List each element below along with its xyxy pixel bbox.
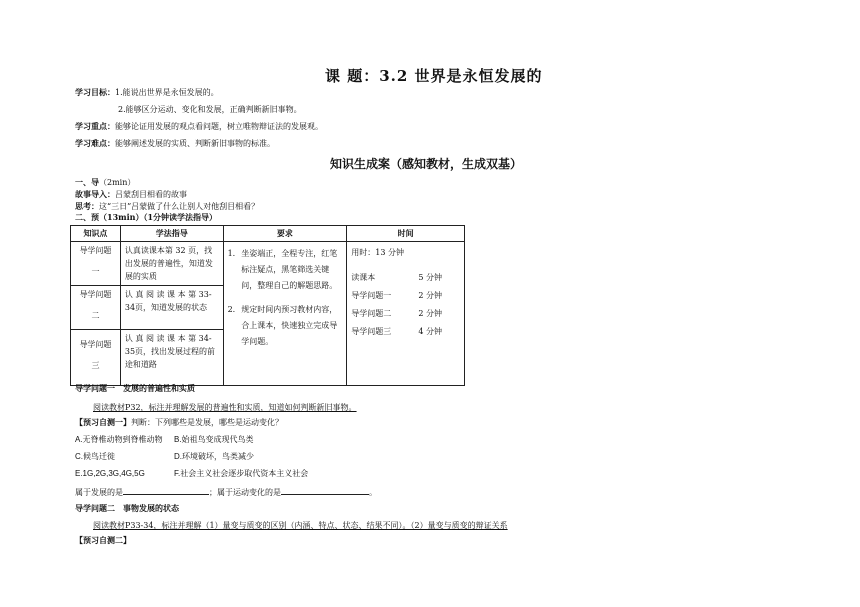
time-item-name: 导学问题三 xyxy=(351,327,392,336)
objective-2: 2.能够区分运动、变化和发展，正确判断新旧事物。 xyxy=(118,105,302,114)
topic-number: 一 xyxy=(91,267,100,276)
think-label: 思考： xyxy=(75,201,99,211)
requirement-item xyxy=(228,302,343,350)
q2-instruction: 阅读教材P33-34，标注并理解（1）量变与质变的区别（内涵、特点、状态、结果不同）。（2）量变与质变的辩证关系 xyxy=(93,521,508,530)
difficulty xyxy=(75,138,275,149)
preview-heading: 二、预（13min）（1分钟读学法指导） xyxy=(75,212,218,222)
q2-self-test-label: 【预习自测二】 xyxy=(75,535,131,545)
key-point-text: 能够论证用发展的观点看问题，树立唯物辩证法的发展观。 xyxy=(115,122,323,131)
fill-text-1: 属于发展的是 xyxy=(75,488,123,497)
story-line xyxy=(75,189,187,200)
header-method: 学法指导 xyxy=(120,226,223,242)
difficulty-text: 能够阐述发展的实质、判断新旧事物的标准。 xyxy=(115,139,275,148)
page-title: 课 题：3.2 世界是永恒发展的 xyxy=(325,67,543,85)
fill-text-end: 。 xyxy=(369,488,377,497)
requirements-cell xyxy=(223,242,347,386)
q1-fill-line xyxy=(75,486,377,498)
section-heading: 知识生成案（感知教材，生成双基） xyxy=(330,157,523,171)
option-a: A.无脊椎动物到脊椎动物 xyxy=(75,435,163,444)
topic-line: 导学问题 xyxy=(79,340,112,349)
header-topic: 知识点 xyxy=(71,226,121,242)
topic-cell xyxy=(71,286,121,330)
option-d: D.环境破坏，鸟类减少 xyxy=(174,452,254,461)
answer-blank-motion[interactable] xyxy=(281,486,369,495)
time-item-name: 导学问题一 xyxy=(351,291,392,300)
objectives-label: 学习目标： xyxy=(75,87,115,97)
time-item xyxy=(351,269,460,287)
q2-heading: 导学问题二 事物发展的状态 xyxy=(75,503,179,513)
think-line xyxy=(75,201,259,212)
topic-line: 导学问题 xyxy=(79,290,112,299)
header-time: 时间 xyxy=(347,226,465,242)
time-cell xyxy=(347,242,465,386)
time-item xyxy=(351,305,460,323)
q1-self-test-label: 【预习自测一】 xyxy=(75,417,131,427)
time-total: 用时：13 分钟 xyxy=(351,248,404,257)
topic-number: 三 xyxy=(91,361,100,370)
study-plan-table xyxy=(70,225,465,386)
time-item xyxy=(351,287,460,305)
time-item-minutes: 4 分钟 xyxy=(418,327,442,336)
topic-line: 导学问题 xyxy=(79,246,112,255)
time-item-minutes: 5 分钟 xyxy=(418,273,442,282)
think-text: 这“三日”吕蒙做了什么让别人对他刮目相看？ xyxy=(99,202,260,211)
topic-cell xyxy=(71,242,121,286)
key-point-label: 学习重点： xyxy=(75,121,115,131)
option-f: F.社会主义社会逐步取代资本主义社会 xyxy=(174,469,309,478)
time-item-minutes: 2 分钟 xyxy=(418,309,442,318)
table-header-row xyxy=(71,226,465,242)
objective-1: 1.能说出世界是永恒发展的。 xyxy=(115,88,219,97)
story-text: 吕蒙刮目相看的故事 xyxy=(115,190,187,199)
time-item-minutes: 2 分钟 xyxy=(418,291,442,300)
difficulty-label: 学习难点： xyxy=(75,138,115,148)
key-point xyxy=(75,121,323,132)
topic-cell xyxy=(71,330,121,386)
q1-heading: 导学问题一 发展的普遍性和实质 xyxy=(75,383,195,393)
requirement-num: 1. xyxy=(227,249,236,258)
time-item-name: 读课本 xyxy=(351,273,376,282)
requirement-text: 规定时间内预习教材内容，合上课本，快速独立完成导学问题。 xyxy=(241,305,338,346)
method-cell: 认 真 阅 读 课 本 第 33-34页，知道发展的状态 xyxy=(120,286,223,330)
time-item-name: 导学问题二 xyxy=(351,309,392,318)
q1-self-test-text: 判断：下列哪些是发展，哪些是运动变化？ xyxy=(131,418,283,427)
time-item xyxy=(351,323,460,341)
answer-blank-development[interactable] xyxy=(123,486,209,495)
objectives-line-1 xyxy=(75,87,219,98)
table-row xyxy=(71,242,465,286)
guide-heading xyxy=(75,177,135,188)
requirement-num: 2. xyxy=(227,305,236,314)
fill-text-2: ；属于运动变化的是 xyxy=(209,488,281,497)
method-cell: 认 真 阅 读 课 本 第 34-35页，找出发展过程的前途和道路 xyxy=(120,330,223,386)
guide-time: （2min） xyxy=(99,178,136,187)
option-b: B.始祖鸟变成现代鸟类 xyxy=(174,435,254,444)
guide-heading-label: 一、导 xyxy=(75,177,99,187)
story-label: 故事导入： xyxy=(75,189,115,199)
requirement-text: 坐姿端正，全程专注，红笔标注疑点，黑笔筛选关键问，整理自己的解题思路。 xyxy=(241,249,338,290)
topic-number: 二 xyxy=(91,311,100,320)
header-requirement: 要求 xyxy=(223,226,347,242)
q1-instruction: 阅读教材P32，标注并理解发展的普遍性和实质，知道如何判断新旧事物。 xyxy=(93,403,357,412)
option-c: C.候鸟迁徙 xyxy=(75,452,115,461)
requirement-item xyxy=(228,246,343,294)
option-e: E.1G,2G,3G,4G,5G xyxy=(75,469,145,478)
q1-self-test xyxy=(75,417,283,428)
method-cell: 认真读课本第 32 页，找出发展的普遍性，知道发展的实质 xyxy=(120,242,223,286)
